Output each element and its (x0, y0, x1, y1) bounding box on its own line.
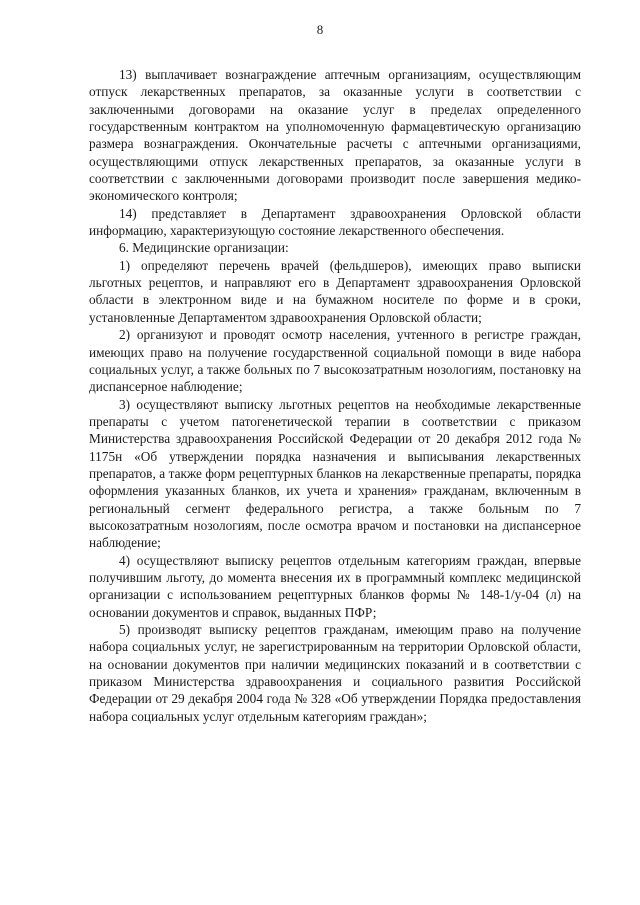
section-heading-medical-organizations: 6. Медицинские организации: (119, 240, 289, 256)
paragraph-item-13: 13) выплачивает вознаграждение аптечным организациям, осуществляющим отпуск лекарственных препаратов, за оказанные услуги в соответствии с заключенными договорами на оказание услуг в пределах определенного государственным контрактом на уполномоченную фармацевтическую организацию размера вознаграждения. Окончательные расчеты с аптечными организациями, осуществляющими отпуск лекарственных препаратов, за оказанные услуги в соответствии с заключенными договорами производит после завершения медико-экономического контроля; (89, 67, 581, 204)
paragraph-item-2: 2) организуют и проводят осмотр населения, учтенного в регистре граждан, имеющих право на получение государственной социальной помощи в виде набора социальных услуг, а также больных по 7 высокозатратным нозологиям, постановку на диспансерное наблюдение; (89, 327, 581, 395)
page-number: 8 (316, 22, 324, 37)
paragraph-item-3: 3) осуществляют выписку льготных рецептов на необходимые лекарственные препараты с учетом патогенетической терапии в соответствии с приказом Министерства здравоохранения Российской Федерации от 20 декабря 2012 года № 1175н «Об утверждении порядка назначения и выписывания лекарственных препаратов, а также форм рецептурных бланков на лекарственные препараты, порядка оформления указанных бланков, их учета и хранения» гражданам, включенным в региональный сегмент федерального регистра, а также больным по 7 высокозатратным нозологиям, после осмотра врачом и постановки на диспансерное наблюдение; (89, 396, 581, 551)
paragraph-item-1: 1) определяют перечень врачей (фельдшеров), имеющих право выписки льготных рецептов, и направляют его в Департамент здравоохранения Орловской области в электронном виде и на бумажном носителе по форме и в сроки, установленные Департаментом здравоохранения Орловской области; (89, 257, 581, 325)
document-body (89, 66, 581, 725)
paragraph-item-4: 4) осуществляют выписку рецептов отдельным категориям граждан, впервые получившим льготу, до момента внесения их в программный комплекс медицинской организации с использованием рецептурных бланков формы № 148-1/у-04 (л) на основании документов и справок, выданных ПФР; (89, 552, 581, 620)
paragraph-item-5: 5) производят выписку рецептов гражданам, имеющим право на получение набора социальных услуг, не зарегистрированным на территории Орловской области, на основании документов при наличии медицинских показаний и в соответствии с приказом Министерства здравоохранения и социального развития Российской Федерации от 29 декабря 2004 года № 328 «Об утверждении Порядка предоставления набора социальных услуг отдельным категориям граждан»; (89, 622, 581, 724)
paragraph-item-14: 14) представляет в Департамент здравоохранения Орловской области информацию, характеризующую состояние лекарственного обеспечения. (89, 205, 581, 239)
